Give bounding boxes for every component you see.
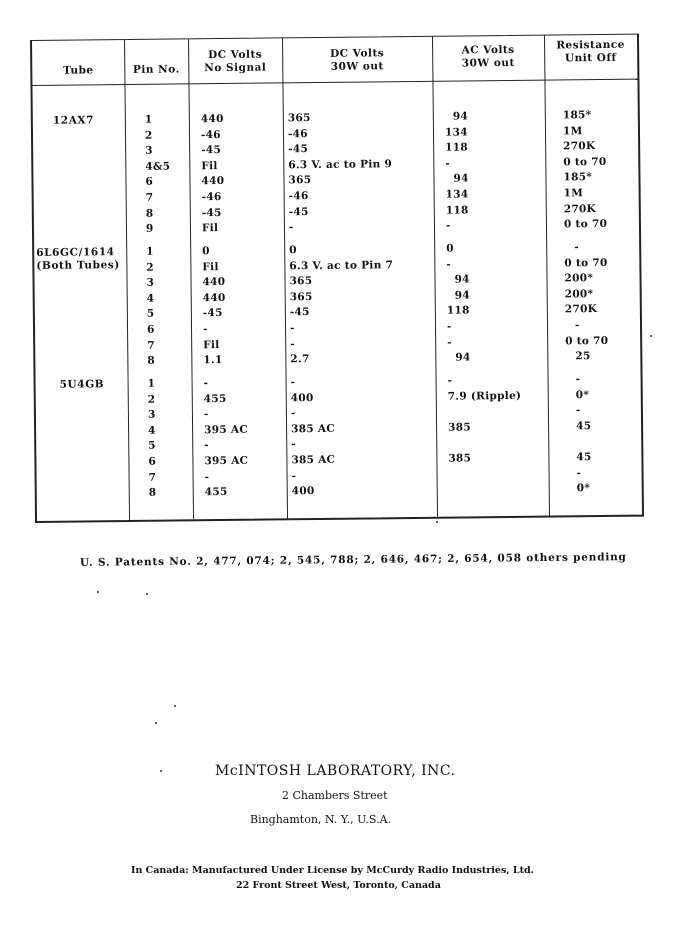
header-dc-no-signal (188, 48, 282, 75)
dc-no-signal-cell: - (204, 439, 209, 452)
header-line: Resistance (556, 38, 625, 52)
dc-30w-cell: - (289, 322, 295, 335)
scan-speck (174, 705, 176, 707)
pin-cell: 6 (145, 176, 154, 189)
pin-cell: 3 (145, 144, 153, 157)
header-pin-label: Pin No. (132, 63, 180, 76)
column-divider (124, 40, 130, 520)
dc-30w-cell: -45 (288, 205, 309, 218)
ac-30w-cell: - (447, 336, 452, 349)
tube-voltage-table (30, 34, 644, 523)
dc-30w-cell: 400 (291, 485, 315, 498)
resistance-cell: 0 to 70 (564, 256, 608, 270)
pin-cell: 2 (146, 261, 155, 274)
dc-30w-cell: -46 (288, 190, 309, 203)
pin-cell: 7 (147, 339, 155, 352)
dc-no-signal-cell: -45 (201, 206, 222, 219)
company-city: Binghamton, N. Y., U.S.A. (250, 813, 392, 826)
dc-30w-cell: 365 (289, 290, 313, 304)
resistance-cell: 270K (563, 140, 596, 153)
resistance-cell: 0 to 70 (563, 218, 608, 231)
tube-name: 5U4GB (59, 378, 105, 391)
ac-30w-cell: 7.9 (Ripple) (447, 389, 522, 403)
dc-30w-cell: 385 AC (291, 453, 336, 467)
canada-address: 22 Front Street West, Toronto, Canada (236, 880, 441, 891)
dc-no-signal-cell: 440 (202, 276, 226, 289)
dc-30w-cell: - (291, 469, 297, 482)
pin-cell: 1 (144, 113, 153, 126)
dc-30w-cell: 0 (289, 244, 297, 257)
dc-30w-cell: 6.3 V. ac to Pin 9 (288, 158, 393, 172)
dc-no-signal-cell: Fil (203, 338, 220, 351)
pin-cell: 4 (146, 292, 155, 305)
canada-license: In Canada: Manufactured Under License by McCurdy Radio Industries, Ltd. (131, 865, 534, 876)
dc-no-signal-cell: -46 (201, 191, 222, 204)
scan-speck (436, 521, 438, 523)
pin-cell: 7 (148, 471, 157, 484)
ac-30w-cell: 94 (454, 289, 470, 302)
dc-no-signal-cell: -45 (201, 144, 222, 157)
header-dc-30w (282, 47, 432, 75)
ac-30w-cell: 385 (448, 421, 471, 434)
scan-speck (650, 335, 652, 337)
dc-no-signal-cell: Fil (201, 222, 219, 235)
dc-no-signal-cell: Fil (202, 260, 219, 273)
header-pin (124, 63, 188, 77)
resistance-cell: 0* (575, 388, 590, 401)
header-line: AC Volts (461, 43, 515, 57)
dc-30w-cell: - (291, 438, 296, 451)
header-tube-label: Tube (62, 64, 94, 77)
dc-no-signal-cell: - (204, 470, 210, 483)
pin-cell: 5 (148, 440, 156, 453)
pin-cell: 4 (148, 424, 156, 437)
dc-no-signal-cell: 395 AC (204, 423, 249, 436)
ac-30w-cell: 118 (445, 141, 469, 154)
ac-30w-cell: 118 (446, 304, 470, 318)
header-resistance (544, 39, 637, 66)
ac-30w-cell: - (446, 320, 452, 333)
tube-name: 12AX7 (52, 114, 95, 127)
ac-30w-cell: - (446, 258, 452, 271)
dc-30w-cell: - (290, 407, 296, 420)
ac-30w-cell: - (445, 219, 451, 232)
header-line: No Signal (204, 61, 267, 75)
dc-no-signal-cell: - (202, 323, 208, 336)
pin-cell: 9 (145, 222, 154, 235)
header-divider (32, 79, 637, 86)
dc-30w-cell: -45 (289, 306, 310, 319)
pin-cell: 8 (145, 207, 154, 220)
dc-no-signal-cell: 440 (202, 291, 226, 305)
pin-cell: 1 (146, 245, 154, 258)
company-name: McINTOSH LABORATORY, INC. (215, 763, 456, 779)
tube-name: 6L6GC/1614 (36, 246, 115, 259)
pin-cell: 2 (144, 129, 153, 142)
resistance-cell: 0* (576, 482, 591, 495)
ac-30w-cell: 0 (446, 242, 454, 255)
dc-no-signal-cell: -46 (200, 128, 221, 141)
ac-30w-cell: - (447, 374, 453, 387)
dc-no-signal-cell: 440 (201, 175, 225, 188)
pin-cell: 8 (147, 354, 156, 367)
resistance-cell: - (574, 241, 579, 254)
dc-30w-cell: 365 (288, 174, 312, 187)
dc-no-signal-cell: 0 (202, 245, 210, 258)
resistance-cell: 0 to 70 (565, 334, 609, 348)
header-line: DC Volts (208, 48, 263, 62)
scan-speck (146, 593, 148, 595)
resistance-cell: 0 to 70 (563, 155, 607, 169)
header-ac-30w (432, 44, 544, 71)
resistance-cell: 45 (576, 451, 592, 464)
dc-no-signal-cell: - (203, 377, 209, 390)
pin-cell: 6 (146, 323, 155, 336)
resistance-cell: 200* (564, 272, 594, 285)
resistance-cell: 185* (563, 171, 593, 184)
dc-30w-cell: 365 (287, 112, 311, 125)
column-divider (432, 37, 438, 517)
dc-30w-cell: - (288, 221, 294, 234)
column-divider (188, 39, 194, 519)
resistance-cell: - (576, 466, 582, 479)
ac-30w-cell: 94 (454, 273, 470, 286)
scan-speck (155, 722, 157, 724)
header-line: 30W out (330, 60, 384, 73)
pin-cell: 8 (148, 486, 157, 499)
resistance-cell: 1M (563, 187, 584, 200)
dc-30w-cell: - (290, 376, 296, 389)
pin-cell: 2 (147, 393, 156, 406)
resistance-cell: 25 (575, 350, 591, 363)
column-divider (544, 36, 550, 516)
patents-note: U. S. Patents No. 2, 477, 074; 2, 545, 788; 2, 646, 467; 2, 654, 058 others pending (79, 551, 627, 569)
dc-no-signal-cell: Fil (201, 159, 218, 173)
dc-no-signal-cell: - (203, 408, 209, 421)
resistance-cell: - (575, 404, 581, 417)
ac-30w-cell: 385 (448, 452, 472, 465)
dc-no-signal-cell: 455 (203, 392, 227, 405)
resistance-cell: 185* (562, 109, 592, 122)
pin-cell: 3 (146, 276, 155, 289)
ac-30w-cell: - (445, 157, 451, 170)
resistance-cell: - (575, 373, 581, 386)
dc-30w-cell: -46 (287, 127, 308, 140)
dc-30w-cell: - (290, 337, 295, 350)
pin-cell: 1 (147, 377, 156, 390)
ac-30w-cell: 94 (453, 172, 469, 185)
tube-name: (Both Tubes) (36, 259, 121, 272)
resistance-cell: - (574, 319, 580, 332)
dc-no-signal-cell: -45 (202, 307, 223, 320)
resistance-cell: 270K (564, 303, 598, 316)
ac-30w-cell: 134 (444, 126, 468, 139)
dc-no-signal-cell: 455 (204, 486, 228, 499)
header-tube (32, 64, 124, 78)
scan-speck (97, 591, 99, 593)
dc-no-signal-cell: 440 (200, 112, 224, 126)
resistance-cell: 45 (576, 419, 592, 433)
header-line: 30W out (461, 56, 515, 70)
resistance-cell: 200* (564, 287, 594, 301)
ac-30w-cell: 94 (455, 351, 471, 364)
dc-30w-cell: 6.3 V. ac to Pin 7 (289, 258, 394, 272)
column-divider (282, 38, 288, 518)
pin-cell: 7 (145, 191, 154, 204)
scan-speck (160, 770, 162, 772)
header-line: DC Volts (330, 47, 385, 60)
dc-no-signal-cell: 395 AC (204, 454, 249, 468)
dc-30w-cell: 365 (289, 275, 313, 288)
header-line: Unit Off (564, 51, 617, 65)
pin-cell: 5 (146, 308, 155, 321)
ac-30w-cell: 134 (445, 188, 469, 201)
ac-30w-cell: 118 (445, 204, 469, 217)
resistance-cell: 270K (563, 202, 597, 216)
pin-cell: 4&5 (145, 160, 171, 173)
pin-cell: 6 (148, 455, 157, 468)
dc-30w-cell: 2.7 (290, 353, 310, 366)
company-street: 2 Chambers Street (282, 789, 388, 802)
dc-no-signal-cell: 1.1 (203, 354, 223, 367)
resistance-cell: 1M (562, 124, 583, 138)
pin-cell: 3 (147, 408, 156, 421)
dc-30w-cell: 385 AC (291, 422, 336, 436)
dc-30w-cell: -45 (288, 143, 309, 156)
ac-30w-cell: 94 (452, 110, 469, 123)
dc-30w-cell: 400 (290, 391, 314, 404)
